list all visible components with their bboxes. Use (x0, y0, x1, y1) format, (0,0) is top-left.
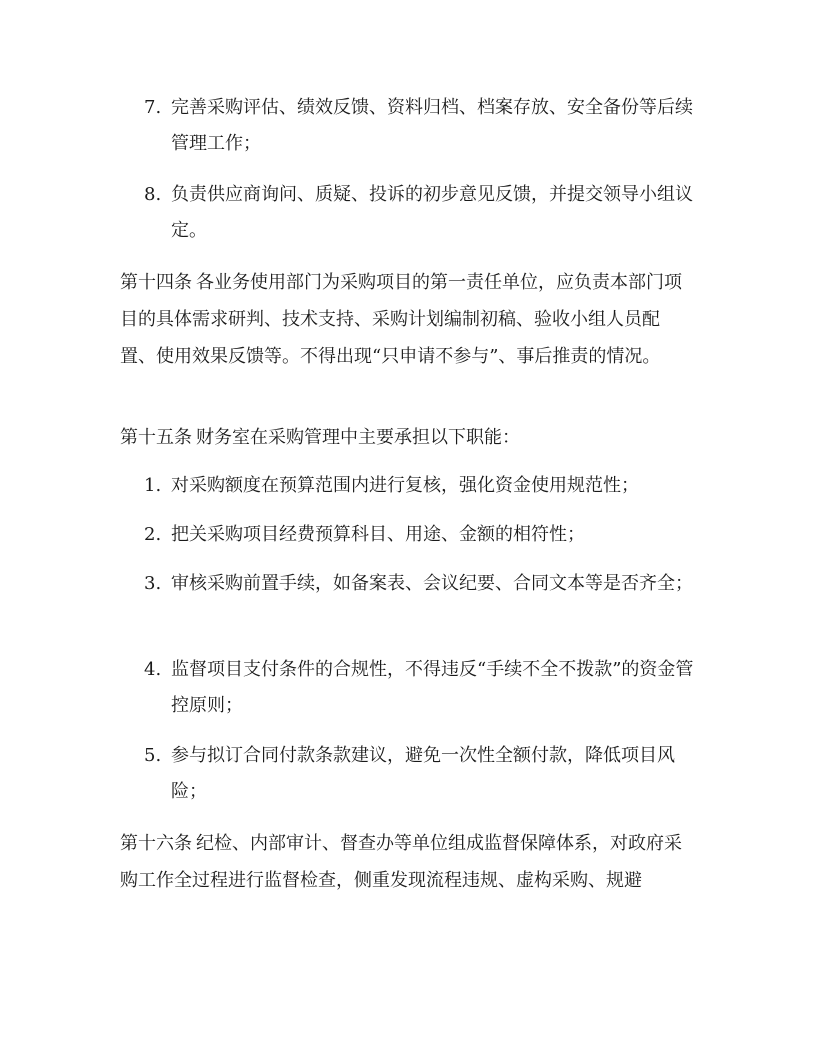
article-16 (120, 825, 692, 899)
article-text: 各业务使用部门为采购项目的第一责任单位，应负责本部门项目的具体需求研判、技术支持、采购计划编制初稿、验收小组人员配置、使用效果反馈等。不得出现“只申请不参与”、事后推责的情况。 (120, 272, 682, 367)
list-text: 审核采购前置手续，如备案表、会议纪要、合同文本等是否齐全； (171, 573, 693, 594)
article-text: 财务室在采购管理中主要承担以下职能： (196, 427, 520, 448)
list-number: 2. (144, 524, 162, 545)
list-number: 4. (144, 659, 162, 680)
article-text: 纪检、内部审计、督查办等单位组成监督保障体系，对政府采购工作全过程进行监督检查，侧重发现流程违规、虚构采购、规避 (120, 833, 682, 891)
list-text: 监督项目支付条件的合规性，不得违反“手续不全不拨款”的资金管控原则； (171, 659, 694, 716)
article-15 (120, 419, 692, 456)
list-item-2 (144, 517, 694, 553)
list-text: 参与拟订合同付款条款建议，避免一次性全额付款，降低项目风险； (171, 745, 675, 802)
article-number: 第十四条 (120, 272, 192, 293)
list-item-4 (144, 652, 694, 724)
list-number: 3. (144, 573, 162, 594)
list-text: 把关采购项目经费预算科目、用途、金额的相符性； (171, 524, 585, 545)
list-number: 8. (144, 184, 162, 205)
list-number: 7. (144, 97, 162, 118)
article-number: 第十六条 (120, 833, 192, 854)
list-text: 对采购额度在预算范围内进行复核，强化资金使用规范性； (171, 475, 639, 496)
list-item-3 (144, 566, 694, 602)
list-item-1 (144, 468, 694, 504)
list-item-5 (144, 738, 694, 810)
article-number: 第十五条 (120, 427, 192, 448)
article-14 (120, 264, 692, 375)
list-text: 完善采购评估、绩效反馈、资料归档、档案存放、安全备份等后续管理工作； (171, 97, 693, 154)
list-number: 5. (144, 745, 162, 766)
list-text: 负责供应商询问、质疑、投诉的初步意见反馈，并提交领导小组议定。 (171, 184, 693, 241)
list-number: 1. (144, 475, 162, 496)
list-item-8 (144, 177, 694, 249)
list-item-7 (144, 90, 694, 162)
